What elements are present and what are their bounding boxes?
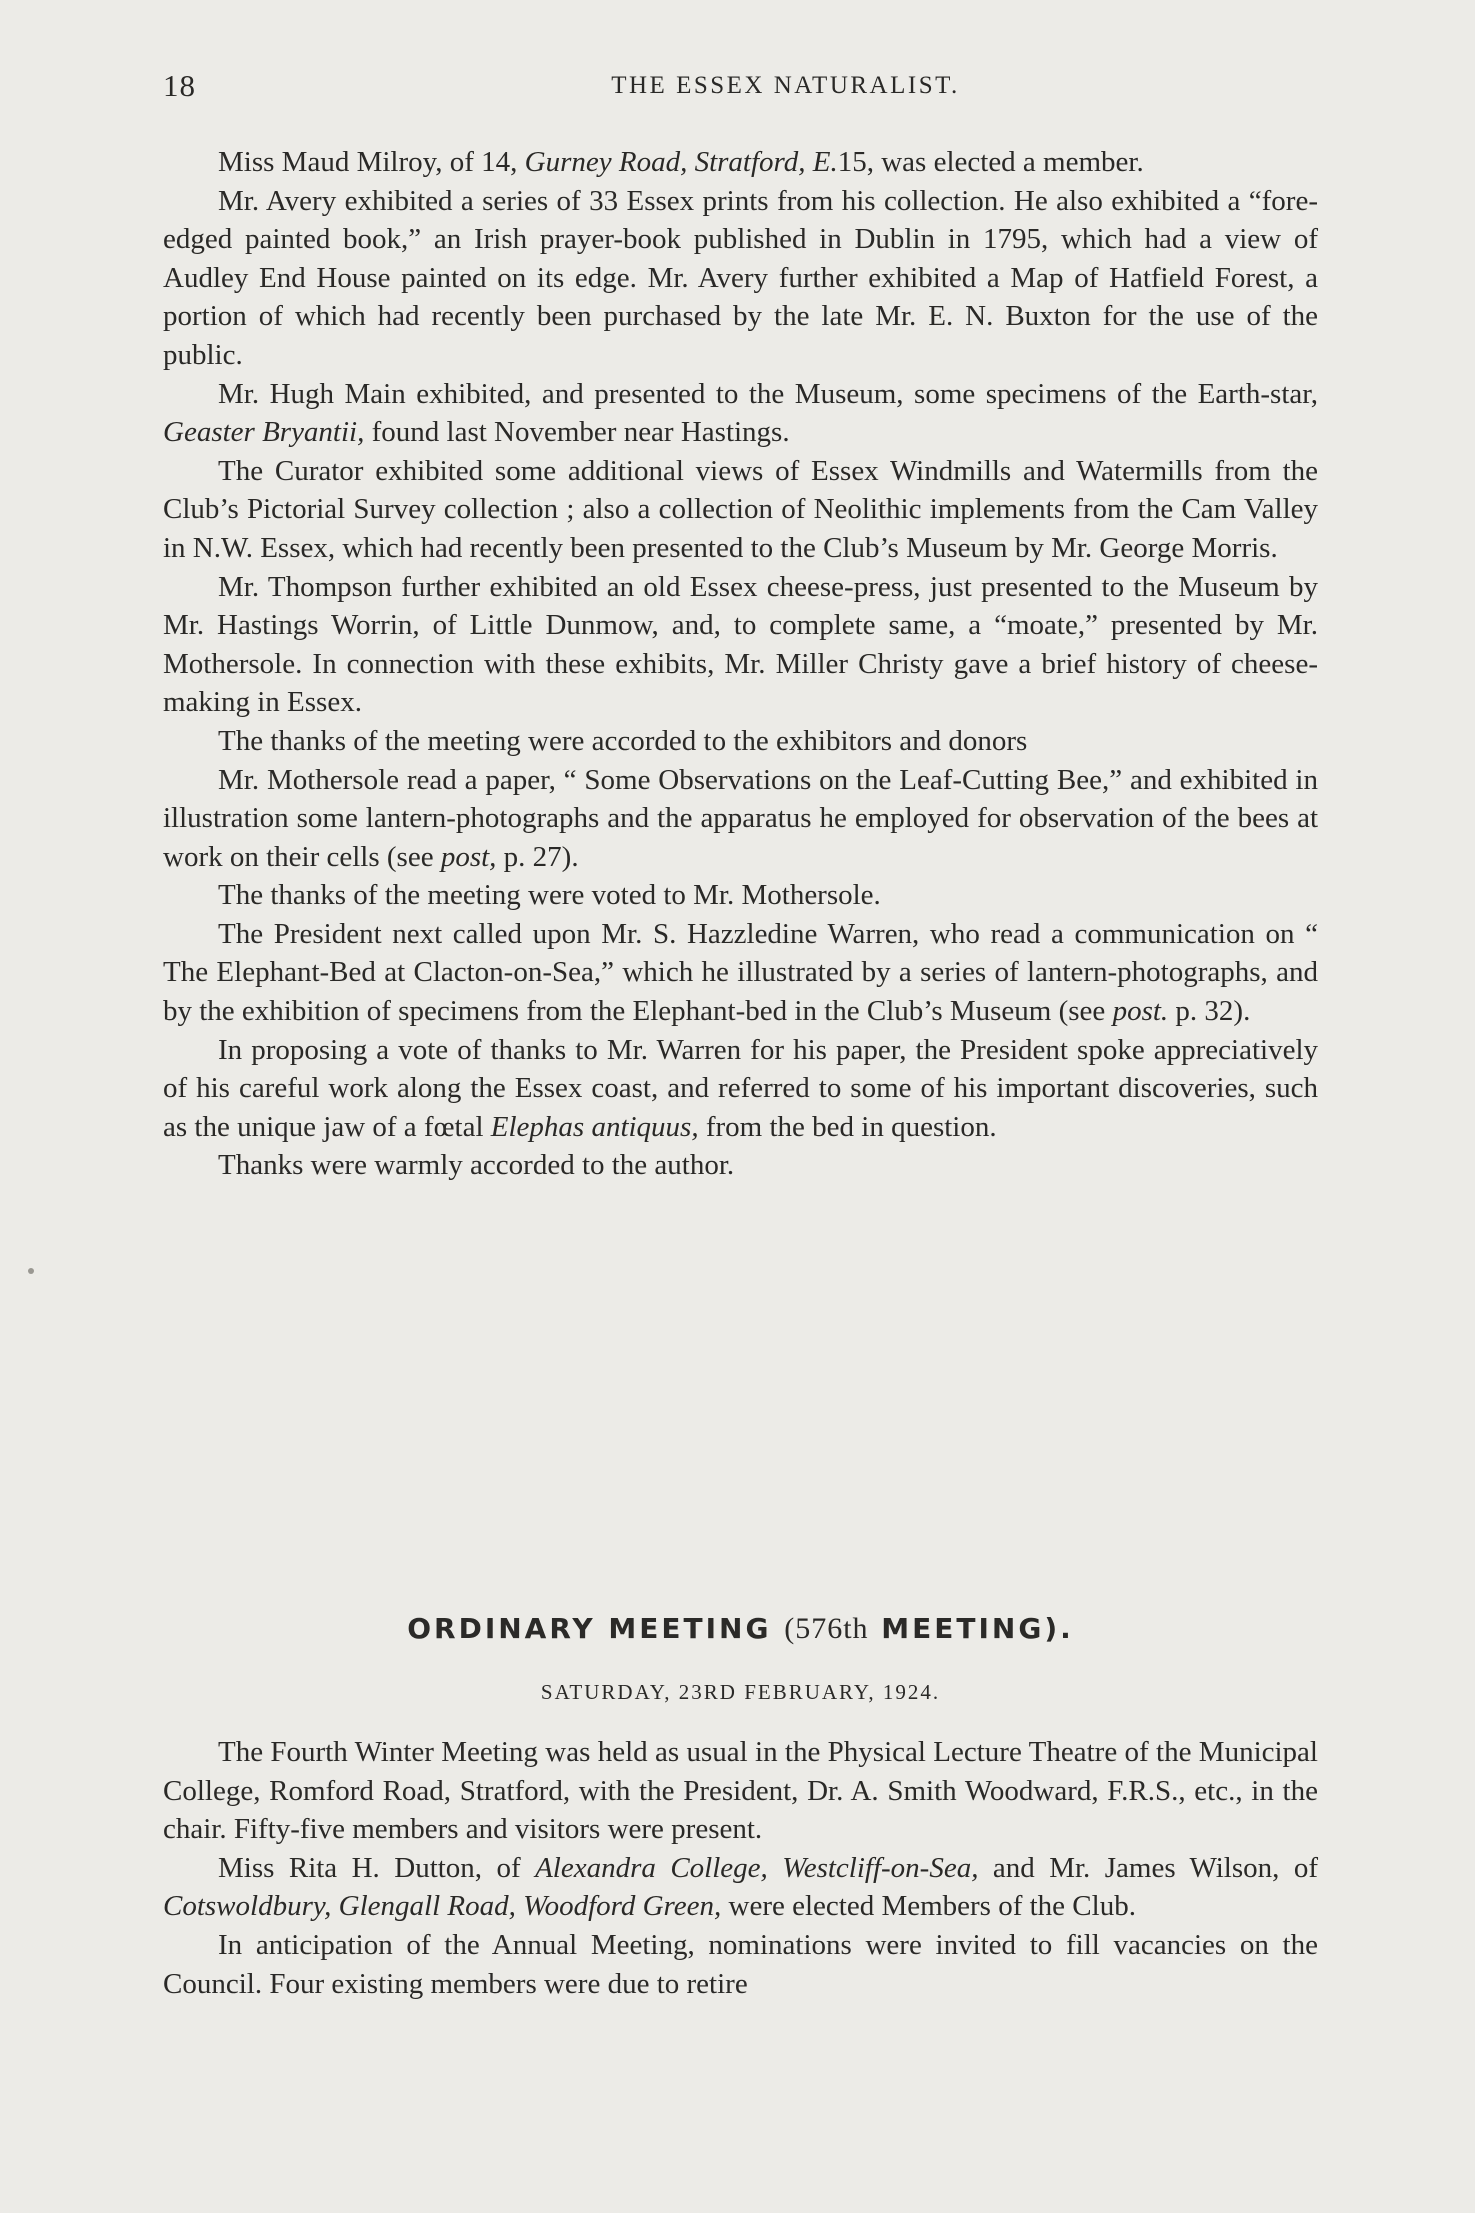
italic-text: Cotswoldbury, Glengall Road, Woodford Green, [163, 1890, 722, 1923]
page-number: 18 [163, 68, 196, 103]
text-run: Mr. Thompson further exhibited an old Essex cheese-press, just presented to the Museum by Mr. Hastings Worrin, of Little Dunmow, and, to complete same, a “moate,” presented by Mr. Mothersole. In connection with these exhibits, Mr. Miller Christy gave a brief history of cheese-making in Essex. [163, 570, 1318, 719]
text-run: p. 32). [1168, 995, 1251, 1028]
italic-text: Gurney Road, Stratford, E. [524, 146, 838, 178]
paragraph [163, 452, 1318, 568]
text-run: The thanks of the meeting were accorded to the exhibitors and donors [218, 724, 1028, 757]
text-run: The Fourth Winter Meeting was held as usual in the Physical Lecture Theatre of the Municipal College, Romford Road, Stratford, with the President, Dr. A. Smith Woodward, F.R.S., etc., in the chair. Fifty-five members and visitors were present. [163, 1736, 1318, 1846]
text-run: found last November near Hastings. [364, 416, 790, 449]
italic-text: post, [440, 840, 497, 873]
paragraph [163, 1926, 1318, 2003]
text-run: p. 27). [496, 840, 579, 873]
paragraph [163, 1031, 1318, 1147]
text-run: Mr. Hugh Main exhibited, and presented to the Museum, some specimens of the Earth-star, [218, 377, 1318, 410]
meeting-body [163, 1733, 1318, 2003]
italic-text: post. [1112, 995, 1169, 1028]
paragraph [163, 876, 1318, 915]
paragraph [163, 182, 1318, 375]
paragraph [163, 375, 1318, 452]
text-run: Miss Maud Milroy, of 14, [218, 146, 525, 178]
text-run: 15, was elected a member. [837, 146, 1144, 178]
text-run: In anticipation of the Annual Meeting, nominations were invited to fill vacancies on the Council. Four existing members were due to retire [163, 1928, 1318, 2000]
meeting-heading [163, 1612, 1318, 1646]
text-run: were elected Members of the Club. [721, 1890, 1136, 1923]
paragraph [163, 1146, 1318, 1185]
meeting-date: SATURDAY, 23RD FEBRUARY, 1924. [540, 1680, 941, 1704]
running-title: THE ESSEX NATURALIST. [611, 72, 960, 99]
paper-speck [28, 1268, 34, 1274]
text-run: Mr. Mothersole read a paper, “ Some Observations on the Leaf-Cutting Bee,” and exhibited in illustration some lantern-photographs and the apparatus he employed for observation of the bees at work on their cells (see [163, 763, 1318, 873]
paragraph [163, 143, 1318, 182]
text-run: Mr. Avery exhibited a series of 33 Essex prints from his collection. He also exhibited a “fore-edged painted book,” an Irish prayer-book published in Dublin in 1795, which had a view of Audley End House painted on its edge. Mr. Avery further exhibited a Map of Hatfield Forest, a portion of which had recently been purchased by the late Mr. E. N. Buxton for the use of the public. [163, 184, 1318, 371]
meeting-heading-number: (576th [784, 1612, 869, 1645]
text-run: Miss Rita H. Dutton, of [218, 1851, 536, 1884]
text-run: In proposing a vote of thanks to Mr. Warren for his paper, the President spoke appreciatively of his careful work along the Essex coast, and referred to some of his important discoveries, such as the unique jaw of a fœtal [163, 1033, 1318, 1143]
meeting-heading-suffix: MEETING). [881, 1612, 1074, 1645]
text-run: and Mr. James Wilson, of [978, 1851, 1318, 1884]
paragraph [163, 1733, 1318, 1849]
minutes-body [163, 143, 1318, 1185]
text-run: Thanks were warmly accorded to the author. [218, 1149, 735, 1182]
italic-text: Alexandra College, Westcliff-on-Sea, [535, 1851, 979, 1884]
paragraph [163, 1849, 1318, 1926]
text-run: from the bed in question. [698, 1110, 997, 1143]
text-run: The President next called upon Mr. S. Hazzledine Warren, who read a communication on “ The Elephant-Bed at Clacton-on-Sea,” which he illustrated by a series of lantern-photographs, and by the exhibition of specimens from the Elephant-bed in the Club’s Museum (see [163, 917, 1318, 1028]
paragraph [163, 761, 1318, 877]
italic-text: Elephas antiquus, [490, 1110, 699, 1143]
paragraph [163, 722, 1318, 761]
paragraph [163, 568, 1318, 722]
italic-text: Geaster Bryantii, [163, 416, 365, 449]
text-run: The Curator exhibited some additional views of Essex Windmills and Watermills from the Club’s Pictorial Survey collection ; also a collection of Neolithic implements from the Cam Valley in N.W. Essex, which had recently been presented to the Club’s Museum by Mr. George Morris. [163, 454, 1318, 564]
running-head [163, 68, 1318, 118]
meeting-heading-title: ORDINARY MEETING [407, 1612, 772, 1645]
text-run: The thanks of the meeting were voted to Mr. Mothersole. [218, 879, 881, 912]
paragraph [163, 915, 1318, 1031]
